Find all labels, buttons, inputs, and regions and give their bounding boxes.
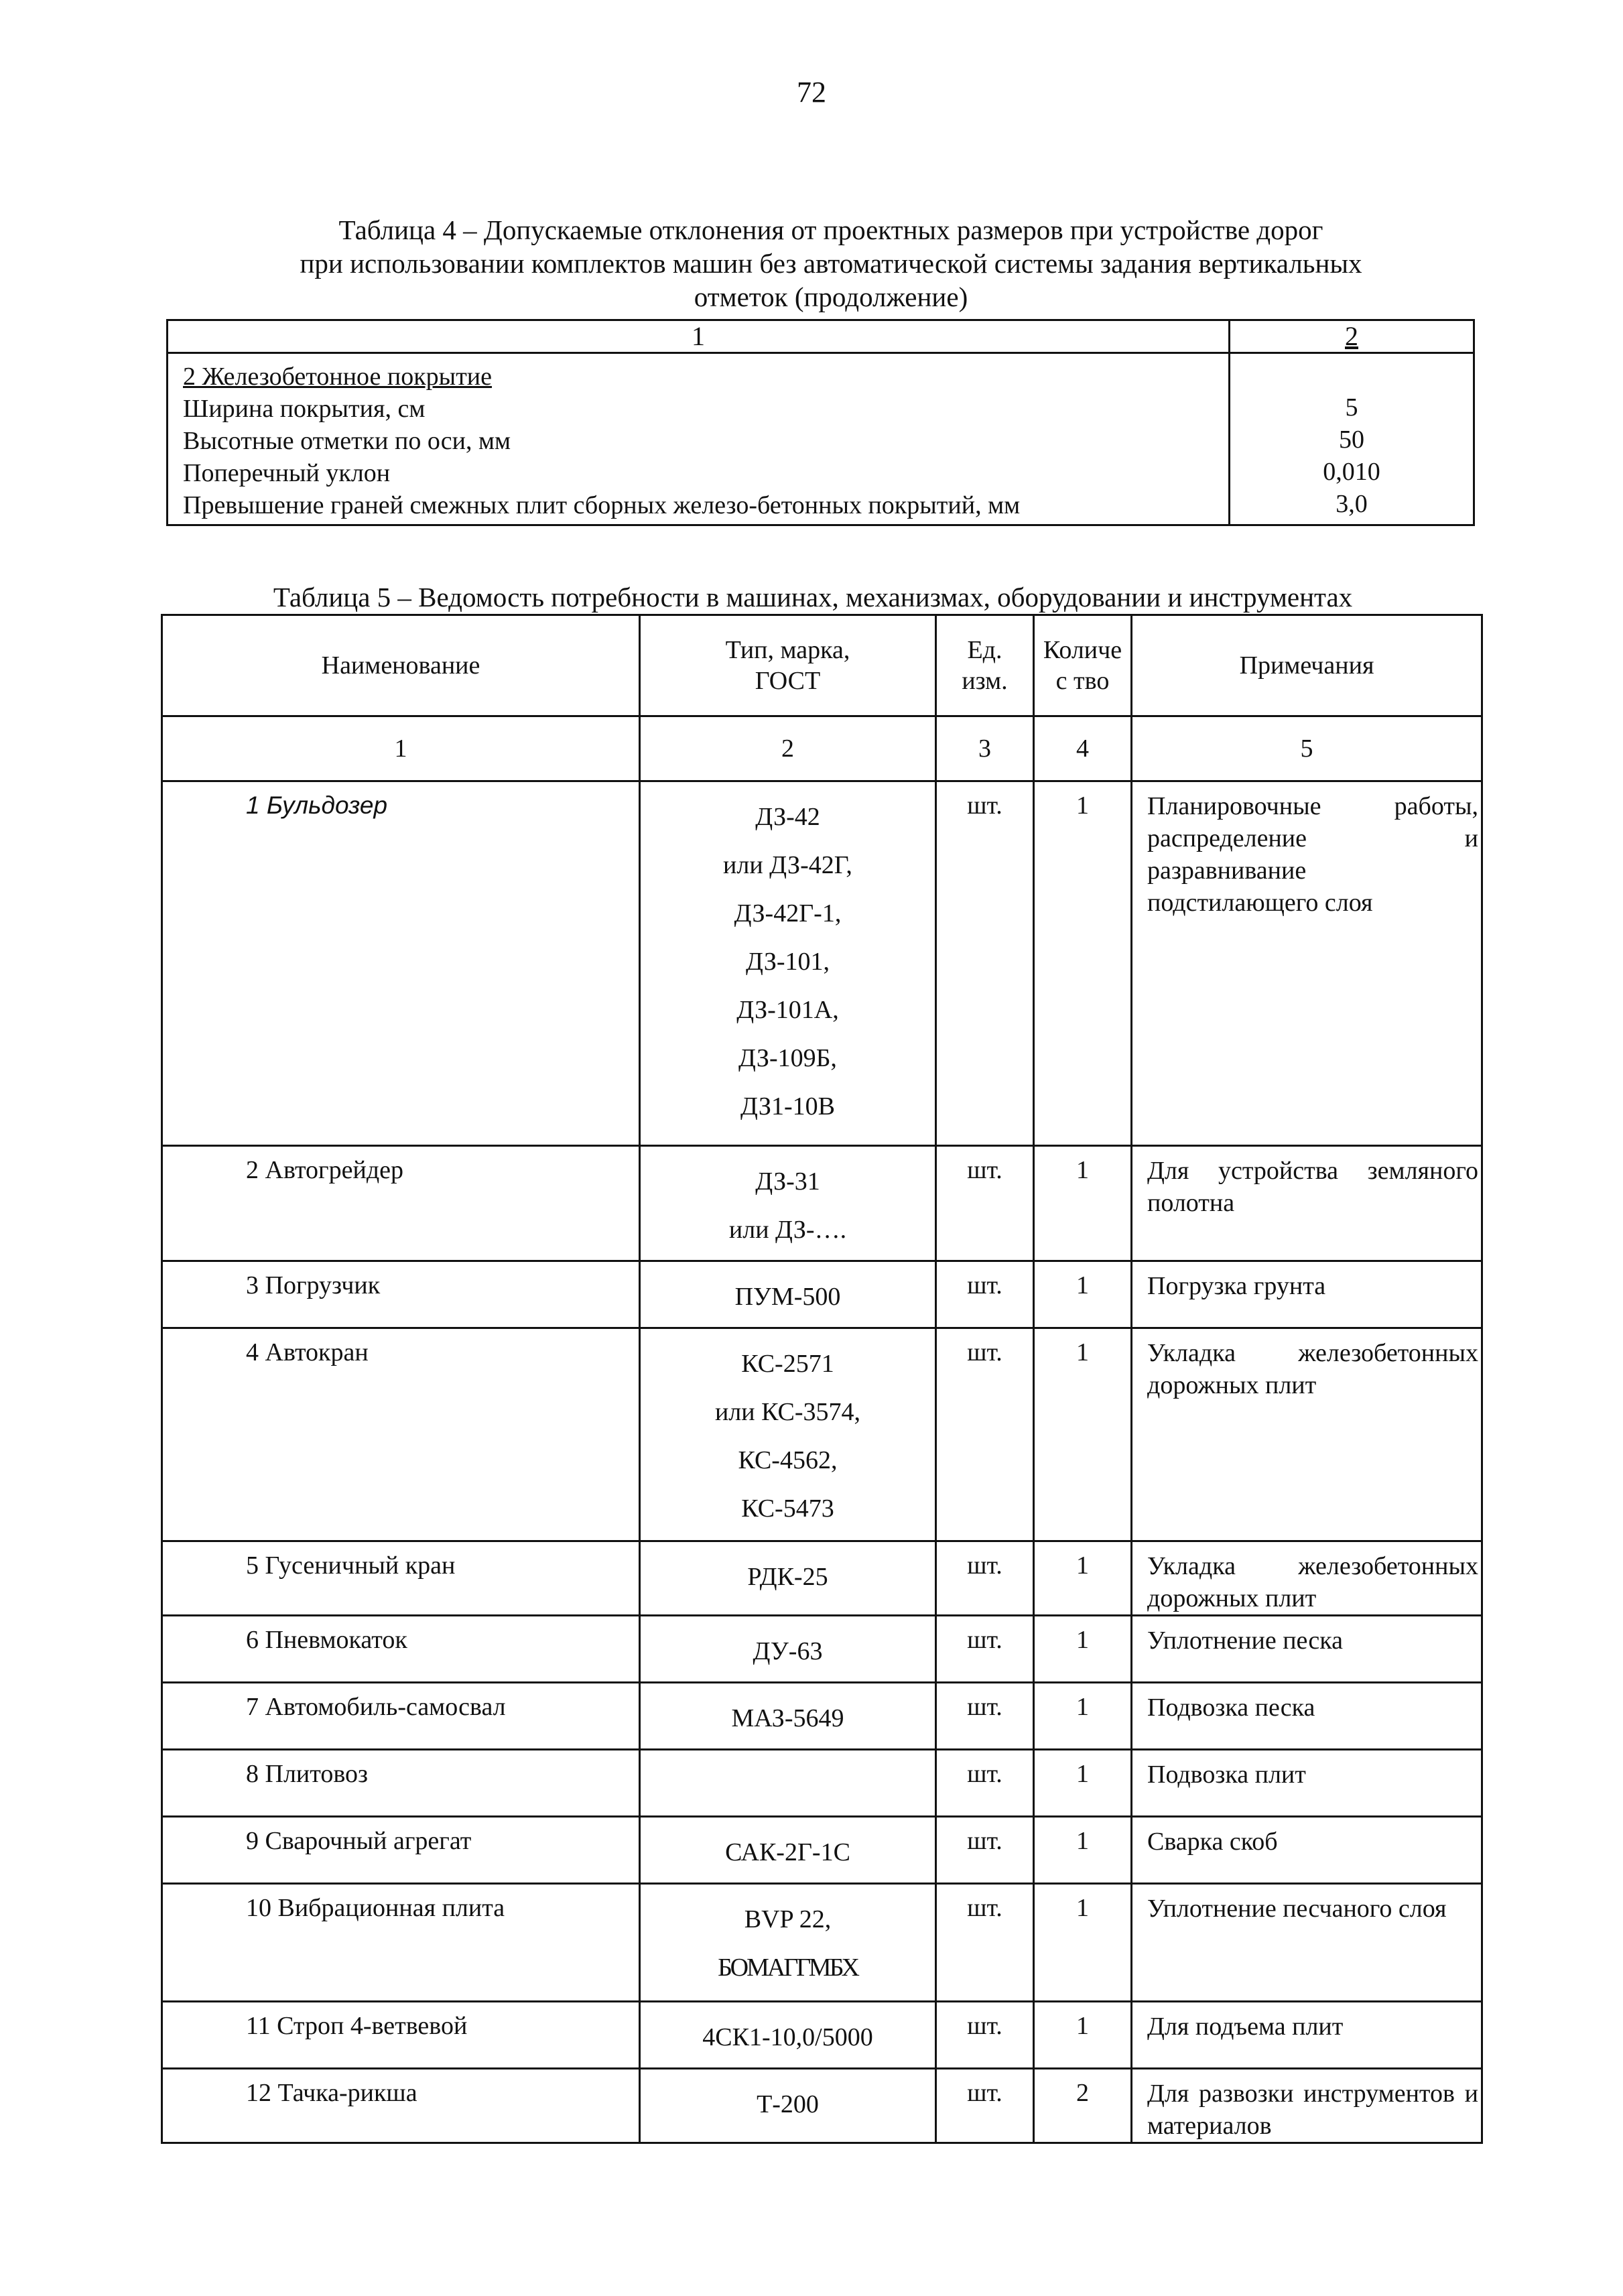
row-note-line: дорожных плит xyxy=(1147,1371,1317,1399)
table5-header-qty-line: с тво xyxy=(1055,667,1110,695)
table-row xyxy=(162,1817,1482,1884)
table4-caption-line: при использовании комплектов машин без автоматической системы задания вертикальных xyxy=(300,248,1362,279)
row-qty: 1 xyxy=(1034,1884,1132,2002)
row-types xyxy=(640,1616,936,1683)
table4-header-row xyxy=(168,320,1474,353)
row-unit: шт. xyxy=(936,1541,1034,1616)
row-name: 1 Бульдозер xyxy=(162,781,640,1146)
row-type-line: Т-200 xyxy=(757,2090,819,2118)
table4-section-title: 2 Железобетонное покрытие xyxy=(183,363,493,391)
table4-caption-line: Таблица 4 – Допускаемые отклонения от проектных размеров при устройстве дорог xyxy=(338,214,1323,245)
table5-header-qty xyxy=(1034,615,1132,716)
row-note-line: подстилающего слоя xyxy=(1147,889,1373,917)
row-notes xyxy=(1132,1541,1482,1616)
row-note-line: и материалов xyxy=(1147,2080,1478,2140)
table5-header-unit-line: Ед. xyxy=(967,636,1002,664)
row-qty: 1 xyxy=(1034,1750,1132,1817)
row-type-line: BVP 22, xyxy=(744,1905,832,1933)
row-qty: 1 xyxy=(1034,2002,1132,2069)
row-type-line: или КС-3574, xyxy=(714,1398,861,1426)
row-name: 12 Тачка-рикша xyxy=(162,2069,640,2143)
table5 xyxy=(161,614,1483,2144)
row-qty: 1 xyxy=(1034,781,1132,1146)
row-unit: шт. xyxy=(936,1328,1034,1541)
row-types xyxy=(640,1261,936,1328)
table4-row-label: Ширина покрытия, см xyxy=(183,395,426,423)
row-name: 5 Гусеничный кран xyxy=(162,1541,640,1616)
row-type-line: КС-4562, xyxy=(738,1446,838,1474)
row-notes xyxy=(1132,1884,1482,2002)
row-notes xyxy=(1132,1261,1482,1328)
row-type-line: ДЗ-31 xyxy=(755,1167,820,1196)
row-name: 11 Строп 4-ветвевой xyxy=(162,2002,640,2069)
row-notes xyxy=(1132,1750,1482,1817)
table5-header-qty-line: Количе xyxy=(1043,636,1122,664)
row-name: 7 Автомобиль-самосвал xyxy=(162,1683,640,1750)
row-type-line: БОМАГГМБХ xyxy=(718,1954,858,1982)
row-name: 10 Вибрационная плита xyxy=(162,1884,640,2002)
table5-header-name: Наименование xyxy=(162,615,640,716)
row-qty: 1 xyxy=(1034,1817,1132,1884)
row-name: 9 Сварочный агрегат xyxy=(162,1817,640,1884)
row-type-line: КС-2571 xyxy=(741,1350,834,1378)
row-notes xyxy=(1132,1146,1482,1261)
table5-col-number: 5 xyxy=(1132,716,1482,781)
table5-col-number: 3 xyxy=(936,716,1034,781)
row-type-line: КС-5473 xyxy=(741,1494,834,1523)
row-notes xyxy=(1132,2002,1482,2069)
table-row xyxy=(162,2002,1482,2069)
table-row xyxy=(162,1616,1482,1683)
table-row xyxy=(162,2069,1482,2143)
row-name: 6 Пневмокаток xyxy=(162,1616,640,1683)
table5-col-number: 4 xyxy=(1034,716,1132,781)
table4-caption-line: отметок (продолжение) xyxy=(694,281,968,312)
row-type-line: 4СК1-10,0/5000 xyxy=(702,2023,873,2051)
row-type-line: РДК-25 xyxy=(747,1563,828,1591)
row-note-line: дорожных плит xyxy=(1147,1584,1317,1612)
row-note-line: полотна xyxy=(1147,1189,1235,1217)
row-types xyxy=(640,1146,936,1261)
row-type-line: ДЗ-101А, xyxy=(736,996,839,1024)
row-type-line: САК-2Г-1С xyxy=(725,1838,850,1866)
row-unit: шт. xyxy=(936,2002,1034,2069)
row-note-line: Подвозка плит xyxy=(1147,1761,1306,1789)
row-unit: шт. xyxy=(936,1750,1034,1817)
table4-row-label: Поперечный уклон xyxy=(183,459,391,487)
row-qty: 1 xyxy=(1034,1683,1132,1750)
row-unit: шт. xyxy=(936,781,1034,1146)
row-type-line: ПУМ-500 xyxy=(734,1283,841,1311)
table4-body-row xyxy=(168,353,1474,525)
row-type-line: ДЗ-42 xyxy=(755,803,820,831)
row-types xyxy=(640,1328,936,1541)
row-unit: шт. xyxy=(936,1146,1034,1261)
row-type-line: ДЗ-42Г-1, xyxy=(734,899,842,928)
row-type-line: ДЗ-109Б, xyxy=(738,1044,837,1072)
table4-header-col2: 2 xyxy=(1230,320,1474,353)
row-type-line: или ДЗ-…. xyxy=(728,1216,847,1244)
row-types xyxy=(640,2069,936,2143)
row-types xyxy=(640,1541,936,1616)
table5-header-notes: Примечания xyxy=(1132,615,1482,716)
table5-caption: Таблица 5 – Ведомость потребности в машинах, механизмах, оборудовании и инструментах xyxy=(273,582,1353,613)
row-notes xyxy=(1132,1328,1482,1541)
row-types xyxy=(640,2002,936,2069)
row-notes xyxy=(1132,1683,1482,1750)
row-note-line: Для развозки инструментов xyxy=(1147,2080,1465,2108)
row-notes xyxy=(1132,781,1482,1146)
row-note-line: Укладка железобетонных xyxy=(1147,1552,1478,1580)
table4-row-value: 50 xyxy=(1339,426,1364,454)
row-types xyxy=(640,781,936,1146)
table-row xyxy=(162,1146,1482,1261)
row-note-line: Уплотнение песка xyxy=(1147,1627,1343,1655)
row-note-line: Для устройства земляного xyxy=(1147,1157,1478,1185)
row-type-line: МАЗ-5649 xyxy=(731,1704,844,1732)
table-row xyxy=(162,1328,1482,1541)
table4-row-label: Превышение граней смежных плит сборных железо-бетонных покрытий, мм xyxy=(183,491,1021,519)
table4-row-value: 5 xyxy=(1345,393,1358,422)
table4-row-label: Высотные отметки по оси, мм xyxy=(183,427,511,455)
row-name: 2 Автогрейдер xyxy=(162,1146,640,1261)
table-row xyxy=(162,1750,1482,1817)
row-unit: шт. xyxy=(936,1817,1034,1884)
row-qty: 1 xyxy=(1034,1616,1132,1683)
row-types xyxy=(640,1817,936,1884)
table-row xyxy=(162,1884,1482,2002)
table5-header-unit-line: изм. xyxy=(962,667,1008,695)
row-note-line: Укладка железобетонных xyxy=(1147,1339,1478,1367)
table5-header-row xyxy=(162,615,1482,716)
row-type-line: ДУ-63 xyxy=(753,1637,823,1665)
table4-row-value: 0,010 xyxy=(1323,458,1380,486)
table-row xyxy=(162,1261,1482,1328)
row-types xyxy=(640,1683,936,1750)
row-qty: 1 xyxy=(1034,1261,1132,1328)
row-type-line: ДЗ-101, xyxy=(745,948,830,976)
row-note-line: Планировочные работы, xyxy=(1147,792,1478,820)
row-qty: 1 xyxy=(1034,1541,1132,1616)
page-number: 72 xyxy=(797,76,826,109)
table-row xyxy=(162,1541,1482,1616)
row-note-line: Погрузка грунта xyxy=(1147,1272,1326,1300)
table4-values xyxy=(1230,353,1474,525)
table5-col-number: 2 xyxy=(640,716,936,781)
table4 xyxy=(166,319,1475,526)
table4-labels xyxy=(168,353,1230,525)
table4-header-col1: 1 xyxy=(168,320,1230,353)
row-notes xyxy=(1132,2069,1482,2143)
table5-number-row xyxy=(162,716,1482,781)
row-type-line: ДЗ1-10В xyxy=(740,1092,835,1121)
row-note-line: Для подъема плит xyxy=(1147,2013,1344,2041)
row-qty: 2 xyxy=(1034,2069,1132,2143)
row-name: 4 Автокран xyxy=(162,1328,640,1541)
row-unit: шт. xyxy=(936,1683,1034,1750)
table5-col-number: 1 xyxy=(162,716,640,781)
table5-header-type-line: Тип, марка, xyxy=(725,636,850,664)
row-name: 8 Плитовоз xyxy=(162,1750,640,1817)
row-qty: 1 xyxy=(1034,1328,1132,1541)
row-types xyxy=(640,1750,936,1817)
row-qty: 1 xyxy=(1034,1146,1132,1261)
table5-header-unit xyxy=(936,615,1034,716)
row-note-line: слоя xyxy=(1398,1895,1447,1923)
row-note-line: Уплотнение песчаного xyxy=(1147,1895,1399,1923)
row-note-line: разравнивание xyxy=(1147,856,1307,885)
row-unit: шт. xyxy=(936,1261,1034,1328)
row-note-line: Сварка скоб xyxy=(1147,1828,1278,1856)
table4-caption xyxy=(161,213,1501,314)
row-unit: шт. xyxy=(936,2069,1034,2143)
table-row xyxy=(162,1683,1482,1750)
table5-header-type xyxy=(640,615,936,716)
row-unit: шт. xyxy=(936,1616,1034,1683)
row-name: 3 Погрузчик xyxy=(162,1261,640,1328)
row-type-line: или ДЗ-42Г, xyxy=(723,851,852,879)
row-unit: шт. xyxy=(936,1884,1034,2002)
row-types xyxy=(640,1884,936,2002)
table4-row-value: 3,0 xyxy=(1336,490,1368,518)
row-note-line: распределение и xyxy=(1147,824,1478,852)
table-row xyxy=(162,781,1482,1146)
table5-header-type-line: ГОСТ xyxy=(755,667,821,695)
row-notes xyxy=(1132,1616,1482,1683)
row-notes xyxy=(1132,1817,1482,1884)
row-note-line: Подвозка песка xyxy=(1147,1694,1315,1722)
